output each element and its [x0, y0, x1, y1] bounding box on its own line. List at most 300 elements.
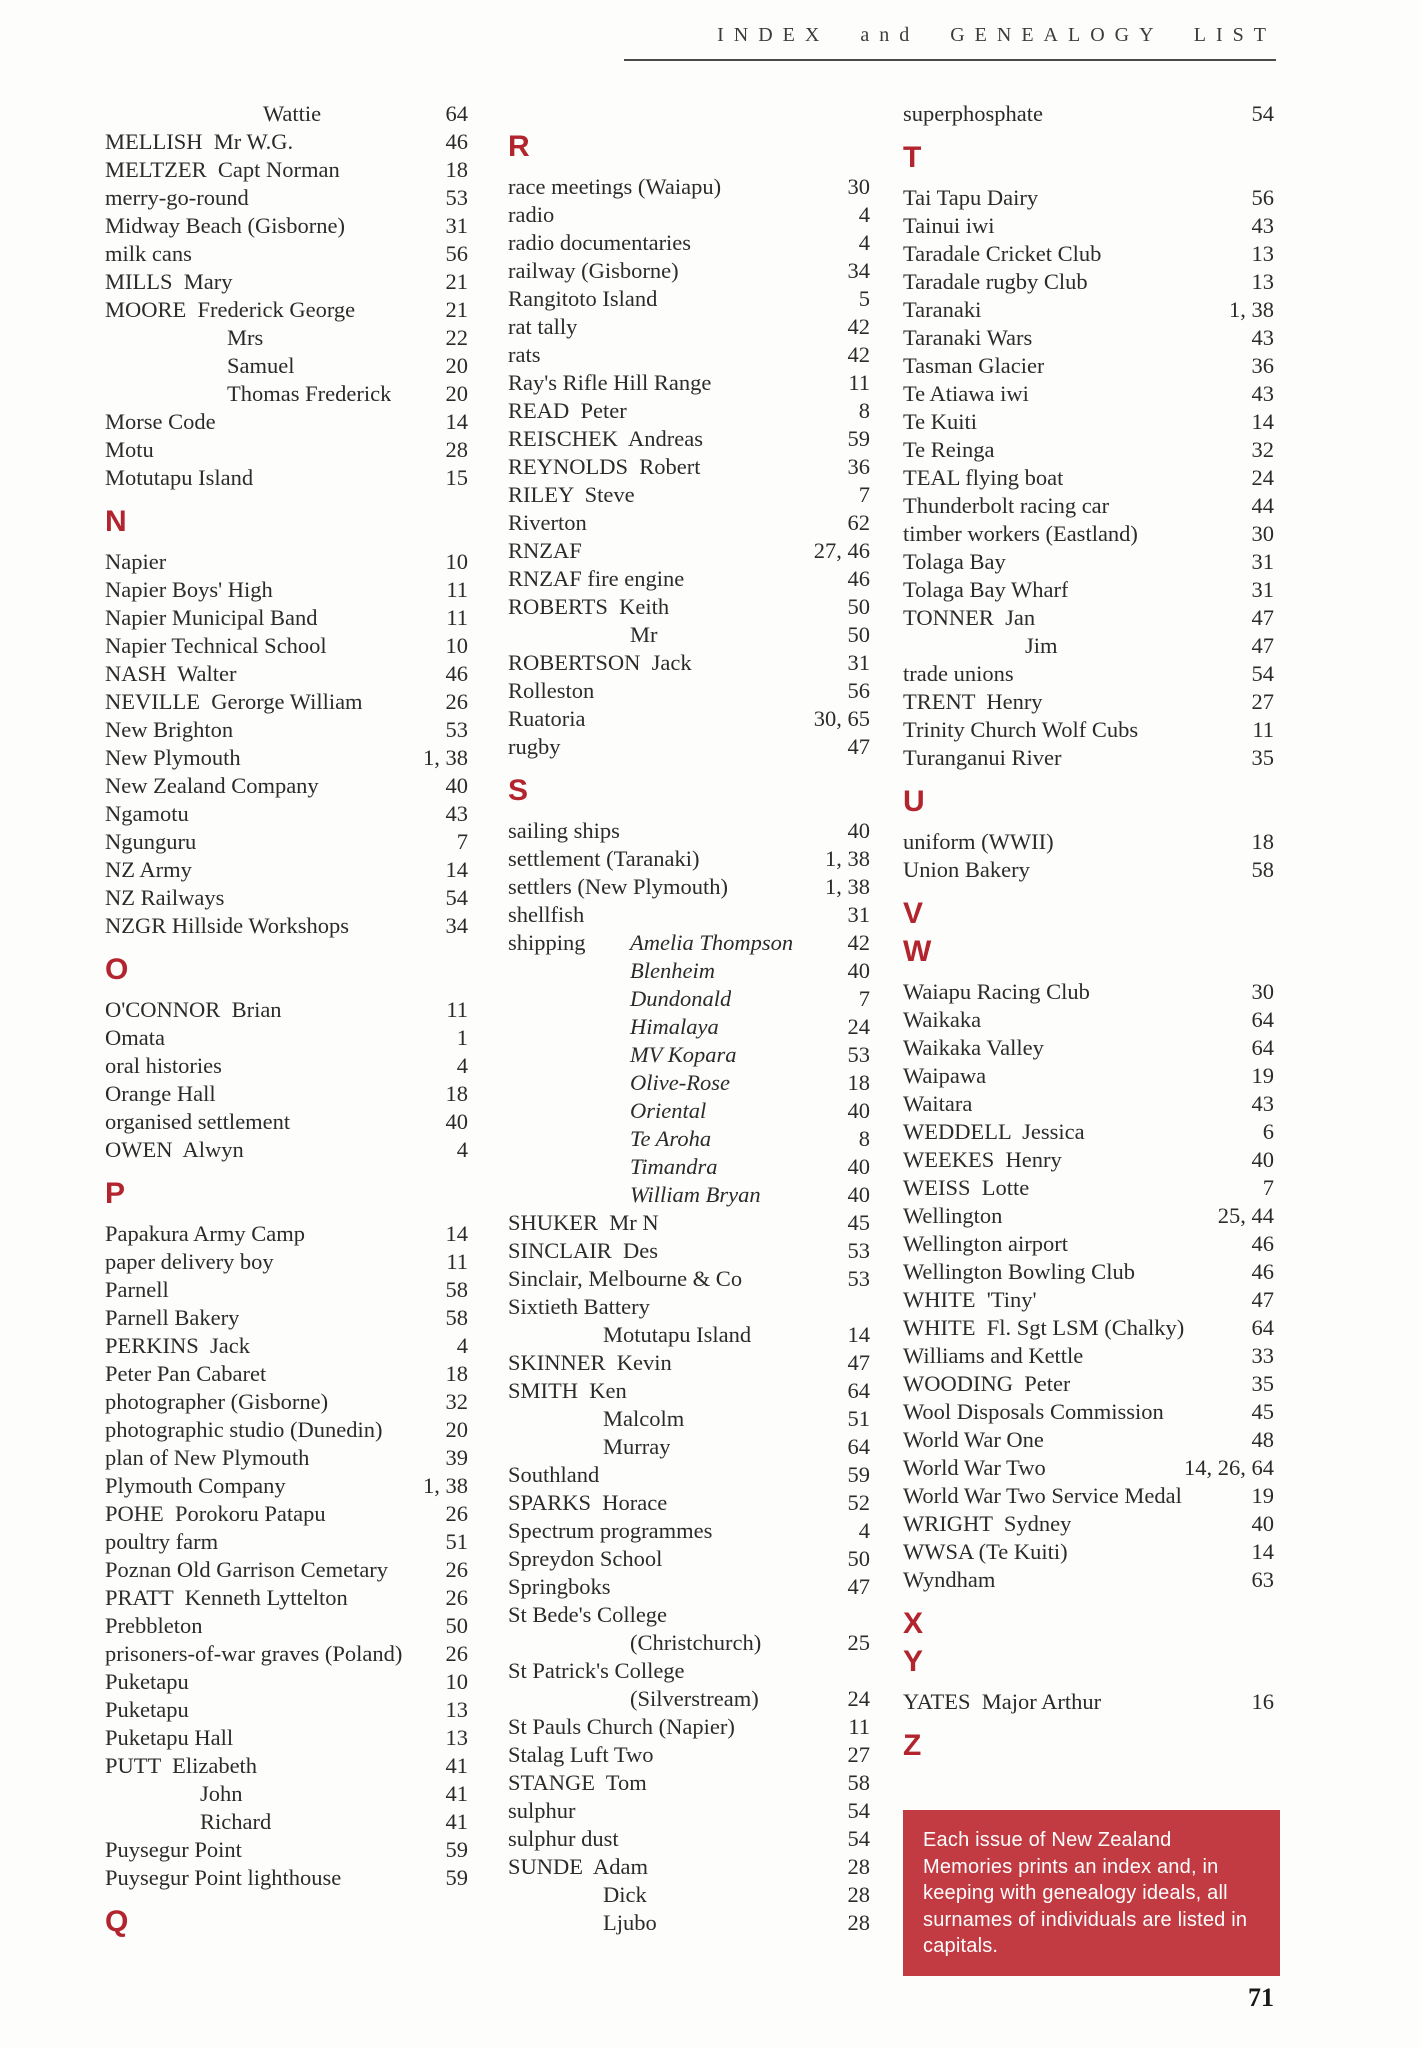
entry-label: Taranaki [903, 297, 982, 322]
entry-page-number: 54 [1251, 101, 1274, 126]
entry-page-number: 1 [456, 1025, 468, 1050]
entry-label: Motu [105, 437, 154, 462]
entry-label: Malcolm [603, 1406, 685, 1431]
entry-page-number: 32 [445, 1389, 468, 1414]
entry-label: SKINNER Kevin [508, 1350, 672, 1375]
index-entry [105, 856, 468, 884]
index-entry [105, 1500, 468, 1528]
index-entry [903, 1398, 1274, 1426]
index-entry [105, 408, 468, 436]
entry-label: rugby [508, 734, 561, 759]
index-entry [508, 1657, 870, 1685]
entry-page-number: 10 [445, 549, 468, 574]
index-entry [508, 1545, 870, 1573]
index-entry [508, 1461, 870, 1489]
entry-label: Poznan Old Garrison Cemetary [105, 1557, 389, 1582]
entry-label: WHITE 'Tiny' [903, 1287, 1037, 1312]
entry-label: READ Peter [508, 398, 627, 423]
entry-label: Spectrum programmes [508, 1518, 713, 1543]
entry-label: shipping Amelia Thompson [508, 930, 794, 955]
entry-page-number: 31 [847, 902, 870, 927]
entry-label: NZ Army [105, 857, 192, 882]
index-entry [105, 1528, 468, 1556]
entry-page-number: 11 [446, 577, 468, 602]
entry-label: Puysegur Point lighthouse [105, 1865, 342, 1890]
index-entry [508, 677, 870, 705]
index-entry [903, 436, 1274, 464]
entry-page-number: 19 [1251, 1063, 1274, 1088]
entry-page-number: 59 [847, 426, 870, 451]
entry-label: ROBERTSON Jack [508, 650, 692, 675]
index-entry [903, 492, 1274, 520]
entry-label: Olive-Rose [630, 1070, 730, 1095]
entry-page-number: 56 [1251, 185, 1274, 210]
entry-page-number: 18 [847, 1070, 870, 1095]
entry-label: photographer (Gisborne) [105, 1389, 329, 1414]
entry-label: Himalaya [630, 1014, 719, 1039]
entry-page-number: 13 [445, 1725, 468, 1750]
index-entry [105, 464, 468, 492]
entry-label: race meetings (Waiapu) [508, 174, 722, 199]
index-entry [105, 772, 468, 800]
index-entry [903, 688, 1274, 716]
entry-label: William Bryan [630, 1182, 761, 1207]
index-entry [903, 1454, 1274, 1482]
entry-page-number: 50 [847, 1546, 870, 1571]
entry-label: REISCHEK Andreas [508, 426, 703, 451]
entry-label: prisoners-of-war graves (Poland) [105, 1641, 403, 1666]
entry-label: Parnell Bakery [105, 1305, 240, 1330]
entry-page-number: 4 [456, 1053, 468, 1078]
entry-label: RILEY Steve [508, 482, 635, 507]
index-entry [105, 1612, 468, 1640]
entry-page-number: 22 [445, 325, 468, 350]
entry-page-number: 40 [847, 958, 870, 983]
entry-label: radio documentaries [508, 230, 692, 255]
index-entry [105, 268, 468, 296]
entry-page-number: 64 [847, 1378, 870, 1403]
index-entry [508, 957, 870, 985]
index-entry [903, 464, 1274, 492]
entry-label: TONNER Jan [903, 605, 1036, 630]
index-entry [105, 1696, 468, 1724]
entry-page-number: 47 [847, 1574, 870, 1599]
entry-label: WWSA (Te Kuiti) [903, 1539, 1068, 1564]
index-entry [508, 285, 870, 313]
index-entry [903, 604, 1274, 632]
entry-page-number: 53 [445, 717, 468, 742]
section-letter-N: N [105, 505, 127, 538]
entry-page-number: 4 [858, 230, 870, 255]
index-entry [105, 1752, 468, 1780]
entry-page-number: 40 [1251, 1511, 1274, 1536]
index-entry [508, 1433, 870, 1461]
entry-label: rat tally [508, 314, 578, 339]
entry-label: O'CONNOR Brian [105, 997, 282, 1022]
entry-label: Ngunguru [105, 829, 197, 854]
entry-page-number: 30 [1251, 979, 1274, 1004]
entry-page-number: 51 [847, 1406, 870, 1431]
entry-label: Sinclair, Melbourne & Co [508, 1266, 743, 1291]
entry-label: World War Two Service Medal [903, 1483, 1182, 1508]
entry-label: Mrs [227, 325, 264, 350]
entry-label: Te Atiawa iwi [903, 381, 1029, 406]
index-entry [903, 268, 1274, 296]
entry-page-number: 42 [847, 930, 870, 955]
entry-page-number: 43 [445, 801, 468, 826]
entry-label: Oriental [630, 1098, 707, 1123]
entry-page-number: 64 [1251, 1315, 1274, 1340]
entry-label: Prebbleton [105, 1613, 203, 1638]
entry-label: Motutapu Island [105, 465, 254, 490]
index-entry [903, 1006, 1274, 1034]
index-entry [508, 1293, 870, 1321]
entry-page-number: 47 [1251, 1287, 1274, 1312]
index-entry [105, 1836, 468, 1864]
index-entry [903, 1482, 1274, 1510]
entry-page-number: 24 [847, 1014, 870, 1039]
index-entry [508, 1797, 870, 1825]
index-entry [508, 1349, 870, 1377]
entry-label: NZ Railways [105, 885, 225, 910]
entry-page-number: 26 [445, 1585, 468, 1610]
entry-label: Ray's Rifle Hill Range [508, 370, 712, 395]
entry-label: Ruatoria [508, 706, 586, 731]
index-entry [508, 341, 870, 369]
index-entry [903, 1426, 1274, 1454]
entry-label: OWEN Alwyn [105, 1137, 244, 1162]
entry-label: Wyndham [903, 1567, 996, 1592]
entry-label: Te Reinga [903, 437, 995, 462]
index-entry [903, 184, 1274, 212]
entry-label: Orange Hall [105, 1081, 216, 1106]
index-entry [903, 828, 1274, 856]
entry-page-number: 16 [1251, 1689, 1274, 1714]
entry-label: Ljubo [603, 1910, 657, 1935]
entry-page-number: 54 [847, 1826, 870, 1851]
entry-label: sulphur [508, 1798, 576, 1823]
note-box [903, 1810, 1280, 1976]
index-entry [508, 593, 870, 621]
entry-page-number: 34 [445, 913, 468, 938]
index-entry [508, 817, 870, 845]
index-entry [508, 201, 870, 229]
entry-page-number: 20 [445, 353, 468, 378]
entry-page-number: 45 [847, 1210, 870, 1235]
index-entry [105, 1248, 468, 1276]
section-letter-S: S [508, 774, 529, 807]
entry-page-number: 14 [445, 857, 468, 882]
entry-label: Omata [105, 1025, 165, 1050]
entry-page-number: 43 [1251, 381, 1274, 406]
index-entry [105, 1864, 468, 1892]
section-letter-R: R [508, 130, 530, 163]
entry-label: Union Bakery [903, 857, 1030, 882]
index-entry [903, 352, 1274, 380]
index-entry [508, 705, 870, 733]
index-entry [508, 453, 870, 481]
index-entry [508, 257, 870, 285]
entry-page-number: 14 [1251, 409, 1274, 434]
entry-page-number: 31 [1251, 577, 1274, 602]
entry-label: Waipawa [903, 1063, 987, 1088]
entry-page-number: 1, 38 [825, 846, 870, 871]
index-entry [508, 1097, 870, 1125]
entry-page-number: 64 [445, 101, 468, 126]
entry-label: Southland [508, 1462, 600, 1487]
index-entry [903, 1258, 1274, 1286]
entry-page-number: 34 [847, 258, 870, 283]
entry-page-number: 53 [847, 1238, 870, 1263]
entry-label: New Zealand Company [105, 773, 319, 798]
entry-label: Jim [1025, 633, 1058, 658]
entry-label: WHITE Fl. Sgt LSM (Chalky) [903, 1315, 1185, 1340]
entry-page-number: 30 [847, 174, 870, 199]
entry-page-number: 43 [1251, 325, 1274, 350]
entry-label: Taranaki Wars [903, 325, 1033, 350]
entry-label: Motutapu Island [603, 1322, 752, 1347]
entry-label: Puketapu Hall [105, 1725, 234, 1750]
index-entry [508, 1237, 870, 1265]
index-entry [508, 1321, 870, 1349]
entry-label: Morse Code [105, 409, 216, 434]
entry-page-number: 40 [445, 773, 468, 798]
entry-page-number: 18 [445, 1361, 468, 1386]
entry-page-number: 10 [445, 1669, 468, 1694]
entry-page-number: 18 [1251, 829, 1274, 854]
index-entry [508, 173, 870, 201]
index-entry [508, 1405, 870, 1433]
index-entry [105, 548, 468, 576]
entry-page-number: 13 [445, 1697, 468, 1722]
entry-label: ROBERTS Keith [508, 594, 670, 619]
entry-page-number: 41 [445, 1753, 468, 1778]
entry-page-number: 53 [847, 1042, 870, 1067]
entry-label: superphosphate [903, 101, 1043, 126]
page-header: INDEX and GENEALOGY LIST [624, 24, 1276, 61]
index-entry [105, 996, 468, 1024]
entry-page-number: 18 [445, 157, 468, 182]
index-entry [105, 380, 468, 408]
entry-label: TRENT Henry [903, 689, 1043, 714]
entry-page-number: 64 [1251, 1035, 1274, 1060]
entry-page-number: 32 [1251, 437, 1274, 462]
entry-label: New Brighton [105, 717, 234, 742]
entry-label: Napier [105, 549, 167, 574]
entry-page-number: 11 [848, 1714, 870, 1739]
entry-label: WEDDELL Jessica [903, 1119, 1085, 1144]
entry-label: Stalag Luft Two [508, 1742, 654, 1767]
entry-label: Blenheim [630, 958, 715, 983]
entry-label: St Patrick's College [508, 1658, 685, 1683]
index-entry [105, 1808, 468, 1836]
index-entry [903, 296, 1274, 324]
index-entry [508, 313, 870, 341]
index-entry [508, 537, 870, 565]
index-entry [105, 912, 468, 940]
entry-label: Springboks [508, 1574, 611, 1599]
entry-page-number: 4 [858, 202, 870, 227]
entry-label: Trinity Church Wolf Cubs [903, 717, 1139, 742]
index-entry [508, 1517, 870, 1545]
entry-page-number: 28 [847, 1854, 870, 1879]
entry-page-number: 7 [858, 986, 870, 1011]
index-entry [105, 1332, 468, 1360]
entry-page-number: 47 [847, 734, 870, 759]
index-entry [508, 1069, 870, 1097]
index-column-3 [903, 100, 1274, 1772]
entry-page-number: 8 [858, 1126, 870, 1151]
entry-page-number: 54 [1251, 661, 1274, 686]
index-entry [508, 621, 870, 649]
entry-label: Puysegur Point [105, 1837, 242, 1862]
entry-label: Rolleston [508, 678, 595, 703]
entry-page-number: 10 [445, 633, 468, 658]
index-entry [105, 1276, 468, 1304]
entry-page-number: 25 [847, 1630, 870, 1655]
index-entry [105, 100, 468, 128]
index-entry [903, 978, 1274, 1006]
entry-page-number: 28 [847, 1910, 870, 1935]
index-entry [903, 100, 1274, 128]
entry-page-number: 14, 26, 64 [1184, 1455, 1274, 1480]
entry-label: (Christchurch) [630, 1630, 762, 1655]
entry-page-number: 4 [456, 1137, 468, 1162]
entry-page-number: 11 [1252, 717, 1274, 742]
entry-page-number: 50 [847, 594, 870, 619]
entry-page-number: 59 [445, 1865, 468, 1890]
entry-page-number: 54 [445, 885, 468, 910]
entry-page-number: 58 [1251, 857, 1274, 882]
entry-label: (Silverstream) [630, 1686, 759, 1711]
entry-page-number: 33 [1251, 1343, 1274, 1368]
entry-page-number: 59 [445, 1837, 468, 1862]
entry-label: WEEKES Henry [903, 1147, 1062, 1172]
entry-page-number: 43 [1251, 213, 1274, 238]
entry-label: Riverton [508, 510, 587, 535]
entry-label: RNZAF fire engine [508, 566, 685, 591]
entry-label: railway (Gisborne) [508, 258, 679, 283]
index-entry [508, 649, 870, 677]
entry-label: Napier Municipal Band [105, 605, 318, 630]
entry-label: shellfish [508, 902, 585, 927]
entry-label: Napier Technical School [105, 633, 327, 658]
entry-page-number: 28 [445, 437, 468, 462]
section-letter-Z: Z [903, 1729, 922, 1762]
index-entry [508, 565, 870, 593]
entry-label: Waitara [903, 1091, 973, 1116]
index-entry [508, 1825, 870, 1853]
entry-label: WEISS Lotte [903, 1175, 1030, 1200]
index-entry [508, 509, 870, 537]
index-entry [105, 1136, 468, 1164]
entry-label: MV Kopara [630, 1042, 737, 1067]
entry-label: Spreydon School [508, 1546, 663, 1571]
entry-page-number: 40 [847, 818, 870, 843]
entry-label: Plymouth Company [105, 1473, 286, 1498]
index-entry [105, 688, 468, 716]
entry-page-number: 40 [847, 1154, 870, 1179]
entry-label: RNZAF [508, 538, 582, 563]
index-entry [903, 1034, 1274, 1062]
entry-page-number: 51 [445, 1529, 468, 1554]
entry-page-number: 25, 44 [1217, 1203, 1274, 1228]
entry-label: SHUKER Mr N [508, 1210, 659, 1235]
entry-label: organised settlement [105, 1109, 291, 1134]
index-entry [508, 1601, 870, 1629]
entry-page-number: 54 [847, 1798, 870, 1823]
entry-page-number: 7 [1262, 1175, 1274, 1200]
entry-label: John [200, 1781, 243, 1806]
entry-label: World War Two [903, 1455, 1046, 1480]
entry-page-number: 1, 38 [1229, 297, 1274, 322]
entry-page-number: 46 [445, 129, 468, 154]
index-entry [903, 1230, 1274, 1258]
entry-label: Wellington Bowling Club [903, 1259, 1135, 1284]
entry-page-number: 56 [847, 678, 870, 703]
index-entry [508, 425, 870, 453]
entry-label: trade unions [903, 661, 1014, 686]
index-entry [105, 1668, 468, 1696]
index-entry [508, 1377, 870, 1405]
index-entry [105, 296, 468, 324]
entry-label: Sixtieth Battery [508, 1294, 650, 1319]
entry-page-number: 27, 46 [813, 538, 870, 563]
index-entry [508, 929, 870, 957]
entry-page-number: 40 [847, 1098, 870, 1123]
index-entry [903, 1688, 1274, 1716]
entry-page-number: 26 [445, 1501, 468, 1526]
index-column-2 [508, 117, 870, 1937]
index-column-1 [105, 100, 468, 1948]
index-entry [508, 1769, 870, 1797]
entry-page-number: 52 [847, 1490, 870, 1515]
index-entry [903, 324, 1274, 352]
entry-page-number: 14 [445, 1221, 468, 1246]
entry-page-number: 24 [847, 1686, 870, 1711]
index-entry [903, 1286, 1274, 1314]
index-entry [508, 369, 870, 397]
index-entry [508, 901, 870, 929]
index-entry [508, 1125, 870, 1153]
index-entry [105, 1052, 468, 1080]
entry-page-number: 21 [445, 297, 468, 322]
entry-label: settlement (Taranaki) [508, 846, 700, 871]
entry-page-number: 40 [847, 1182, 870, 1207]
index-entry [105, 1304, 468, 1332]
entry-page-number: 11 [848, 370, 870, 395]
entry-label: WOODING Peter [903, 1371, 1071, 1396]
entry-label: Te Aroha [630, 1126, 712, 1151]
entry-page-number: 46 [1251, 1259, 1274, 1284]
index-entry [508, 1153, 870, 1181]
entry-page-number: 53 [847, 1266, 870, 1291]
section-letter-T: T [903, 141, 922, 174]
note-text: Each issue of New Zealand Memories prints an index and, in keeping with genealogy ideals, all surnames of individuals are listed in capitals. [923, 1829, 1248, 1957]
entry-label: Thunderbolt racing car [903, 493, 1110, 518]
index-entry [903, 1202, 1274, 1230]
index-entry [105, 576, 468, 604]
index-entry [105, 128, 468, 156]
index-entry [105, 1220, 468, 1248]
entry-label: Dick [603, 1882, 647, 1907]
entry-label: Wellington airport [903, 1231, 1069, 1256]
index-entry [105, 604, 468, 632]
entry-label: radio [508, 202, 555, 227]
index-entry [105, 1780, 468, 1808]
entry-page-number: 35 [1251, 1371, 1274, 1396]
entry-label: St Pauls Church (Napier) [508, 1714, 735, 1739]
